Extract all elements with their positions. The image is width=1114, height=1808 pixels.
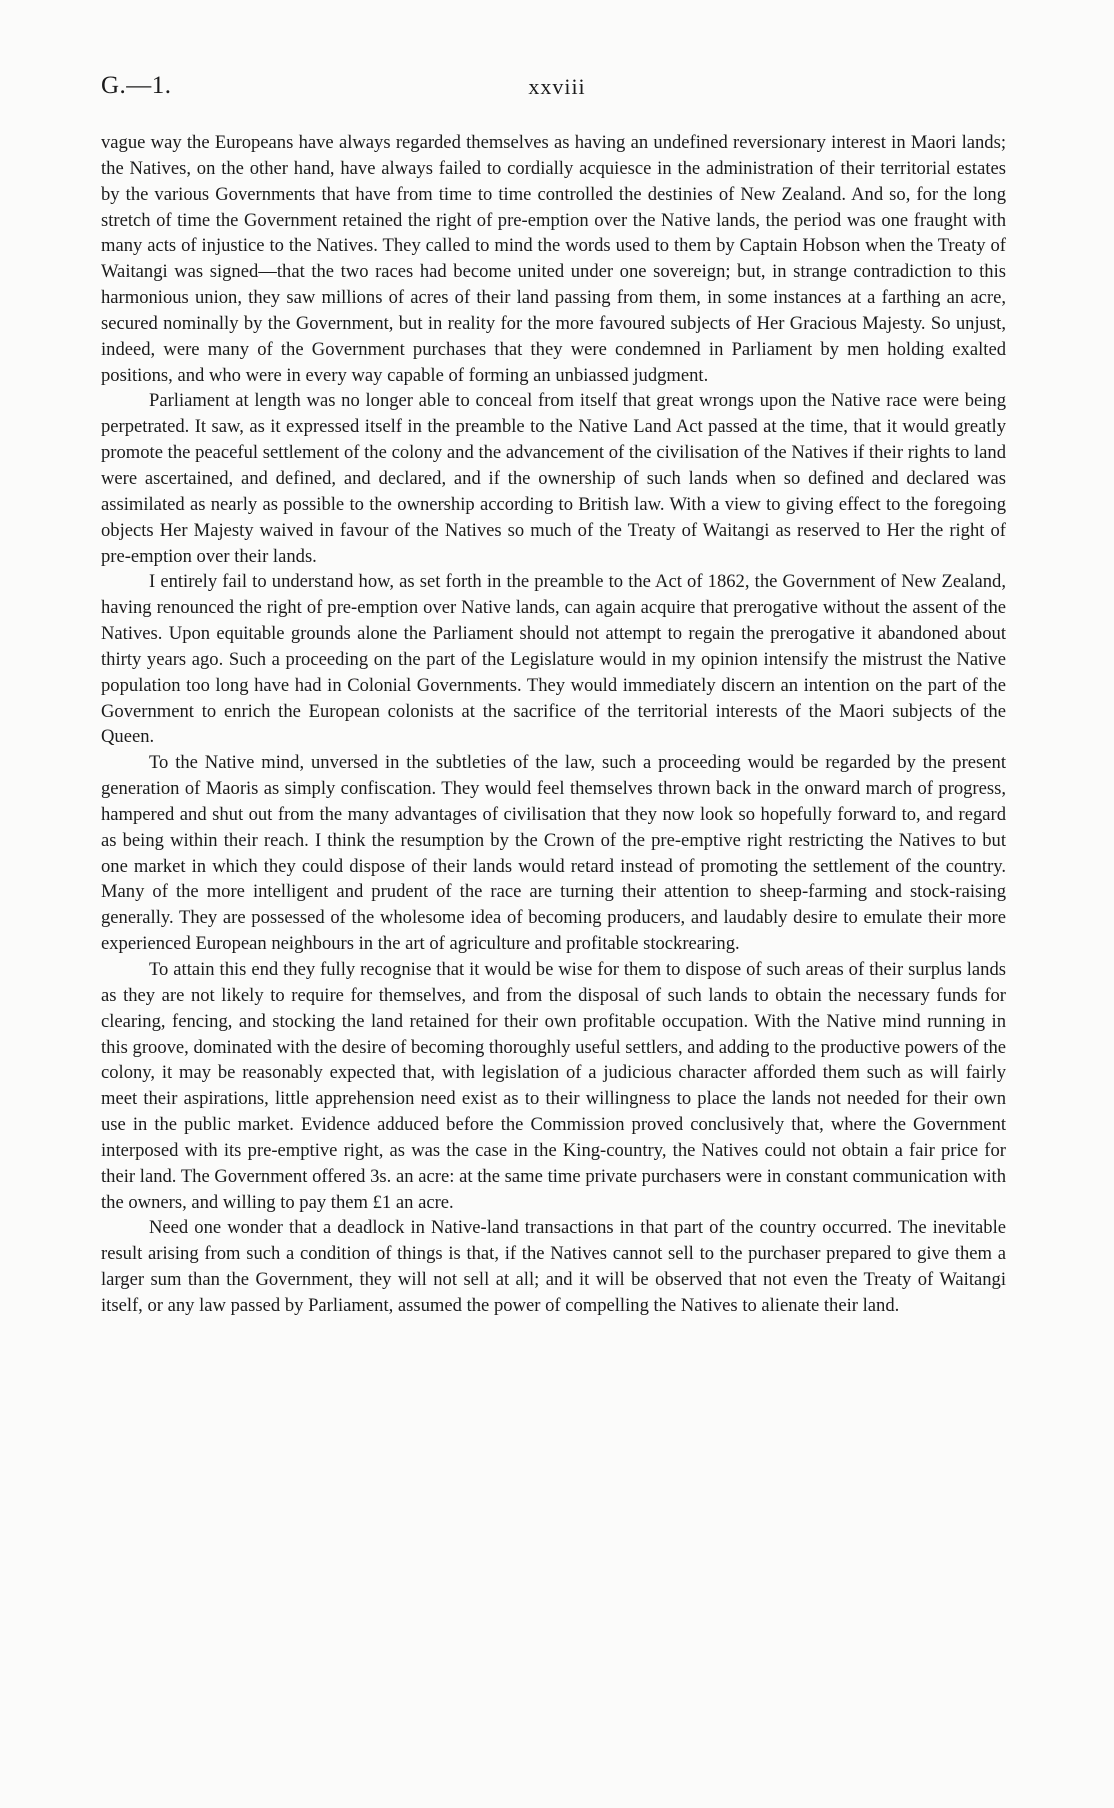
paragraph-continued: vague way the Europeans have always regarded themselves as having an undefined reversionary interest in Maori lands; the Natives, on the other hand, have always failed to cordially acquiesce in the administration of their territorial estates by the various Governments that have from time to time controlled the destinies of New Zealand. And so, for the long stretch of time the Government retained the right of pre-emption over the Native lands, the period was one fraught with many acts of injustice to the Natives. They called to mind the words used to them by Captain Hobson when the Treaty of Waitangi was signed—that the two races had become united under one sovereign; but, in strange contradiction to this harmonious union, they saw millions of acres of their land passing from them, in some instances at a farthing an acre, secured nominally by the Government, but in reality for the more favoured subjects of Her Gracious Majesty. So unjust, indeed, were many of the Government purchases that they were condemned in Parliament by men holding exalted positions, and who were in every way capable of forming an unbiassed judgment. [101,132,1006,386]
page-number: xxviii [528,74,586,99]
document-reference: G.—1. [101,72,172,99]
paragraph-attain-end: To attain this end they fully recognise that it would be wise for them to dispose of such areas of their surplus lands as they are not likely to require for themselves, and from the disposal of such lands to obtain the necessary funds for clearing, fencing, and stocking the land retained for their own profitable occupation. With the Native mind running in this groove, dominated with the desire of becoming thoroughly useful settlers, and adding to the productive powers of the colony, it may be reasonably expected that, with legislation of a judicious character afforded them such as will fairly meet their aspirations, little apprehension need exist as to their willingness to place the lands not needed for their own use in the public market. Evidence adduced before the Commission proved conclusively that, where the Government interposed with its pre-emptive right, as was the case in the King-country, the Natives could not obtain a fair price for their land. The Government offered 3s. an acre: at the same time private purchasers were in constant communication with the owners, and willing to pay them £1 an acre. [101,959,1006,1213]
page-header [101,72,1013,106]
paragraph-deadlock: Need one wonder that a deadlock in Native-land transactions in that part of the country occurred. The inevitable result arising from such a condition of things is that, if the Natives cannot sell to the purchaser prepared to give them a larger sum than the Government, they will not sell at all; and it will be observed that not even the Treaty of Waitangi itself, or any law passed by Parliament, assumed the power of compelling the Natives to alienate their land. [101,1217,1006,1316]
body-text [101,130,1006,1319]
paragraph-native-mind: To the Native mind, unversed in the subtleties of the law, such a proceeding would be regarded by the present generation of Maoris as simply confiscation. They would feel themselves thrown back in the onward march of progress, hampered and shut out from the many advantages of civilisation that they now look so hopefully forward to, and regard as being within their reach. I think the resumption by the Crown of the pre-emptive right restricting the Natives to but one market in which they could dispose of their lands would retard instead of promoting the settlement of the country. Many of the more intelligent and prudent of the race are turning their attention to sheep-farming and stock-raising generally. They are possessed of the wholesome idea of becoming producers, and laudably desire to emulate their more experienced European neighbours in the art of agriculture and profitable stockrearing. [101,752,1006,955]
paragraph-preamble: I entirely fail to understand how, as set forth in the preamble to the Act of 1862, the Government of New Zealand, having renounced the right of pre-emption over Native lands, can again acquire that prerogative without the assent of the Natives. Upon equitable grounds alone the Parliament should not attempt to regain the prerogative it abandoned about thirty years ago. Such a proceeding on the part of the Legislature would in my opinion intensify the mistrust the Native population too long have had in Colonial Governments. They would immediately discern an intention on the part of the Government to enrich the European colonists at the sacrifice of the territorial interests of the Maori subjects of the Queen. [101,571,1006,748]
paragraph-parliament: Parliament at length was no longer able to conceal from itself that great wrongs upon the Native race were being perpetrated. It saw, as it expressed itself in the preamble to the Native Land Act passed at the time, that it would greatly promote the peaceful settlement of the colony and the advancement of the civilisation of the Natives if their rights to land were ascertained, and defined, and declared, and if the ownership of such lands when so defined and declared was assimilated as nearly as possible to the ownership according to British law. With a view to giving effect to the foregoing objects Her Majesty waived in favour of the Natives so much of the Treaty of Waitangi as reserved to Her the right of pre-emption over their lands. [101,390,1006,567]
